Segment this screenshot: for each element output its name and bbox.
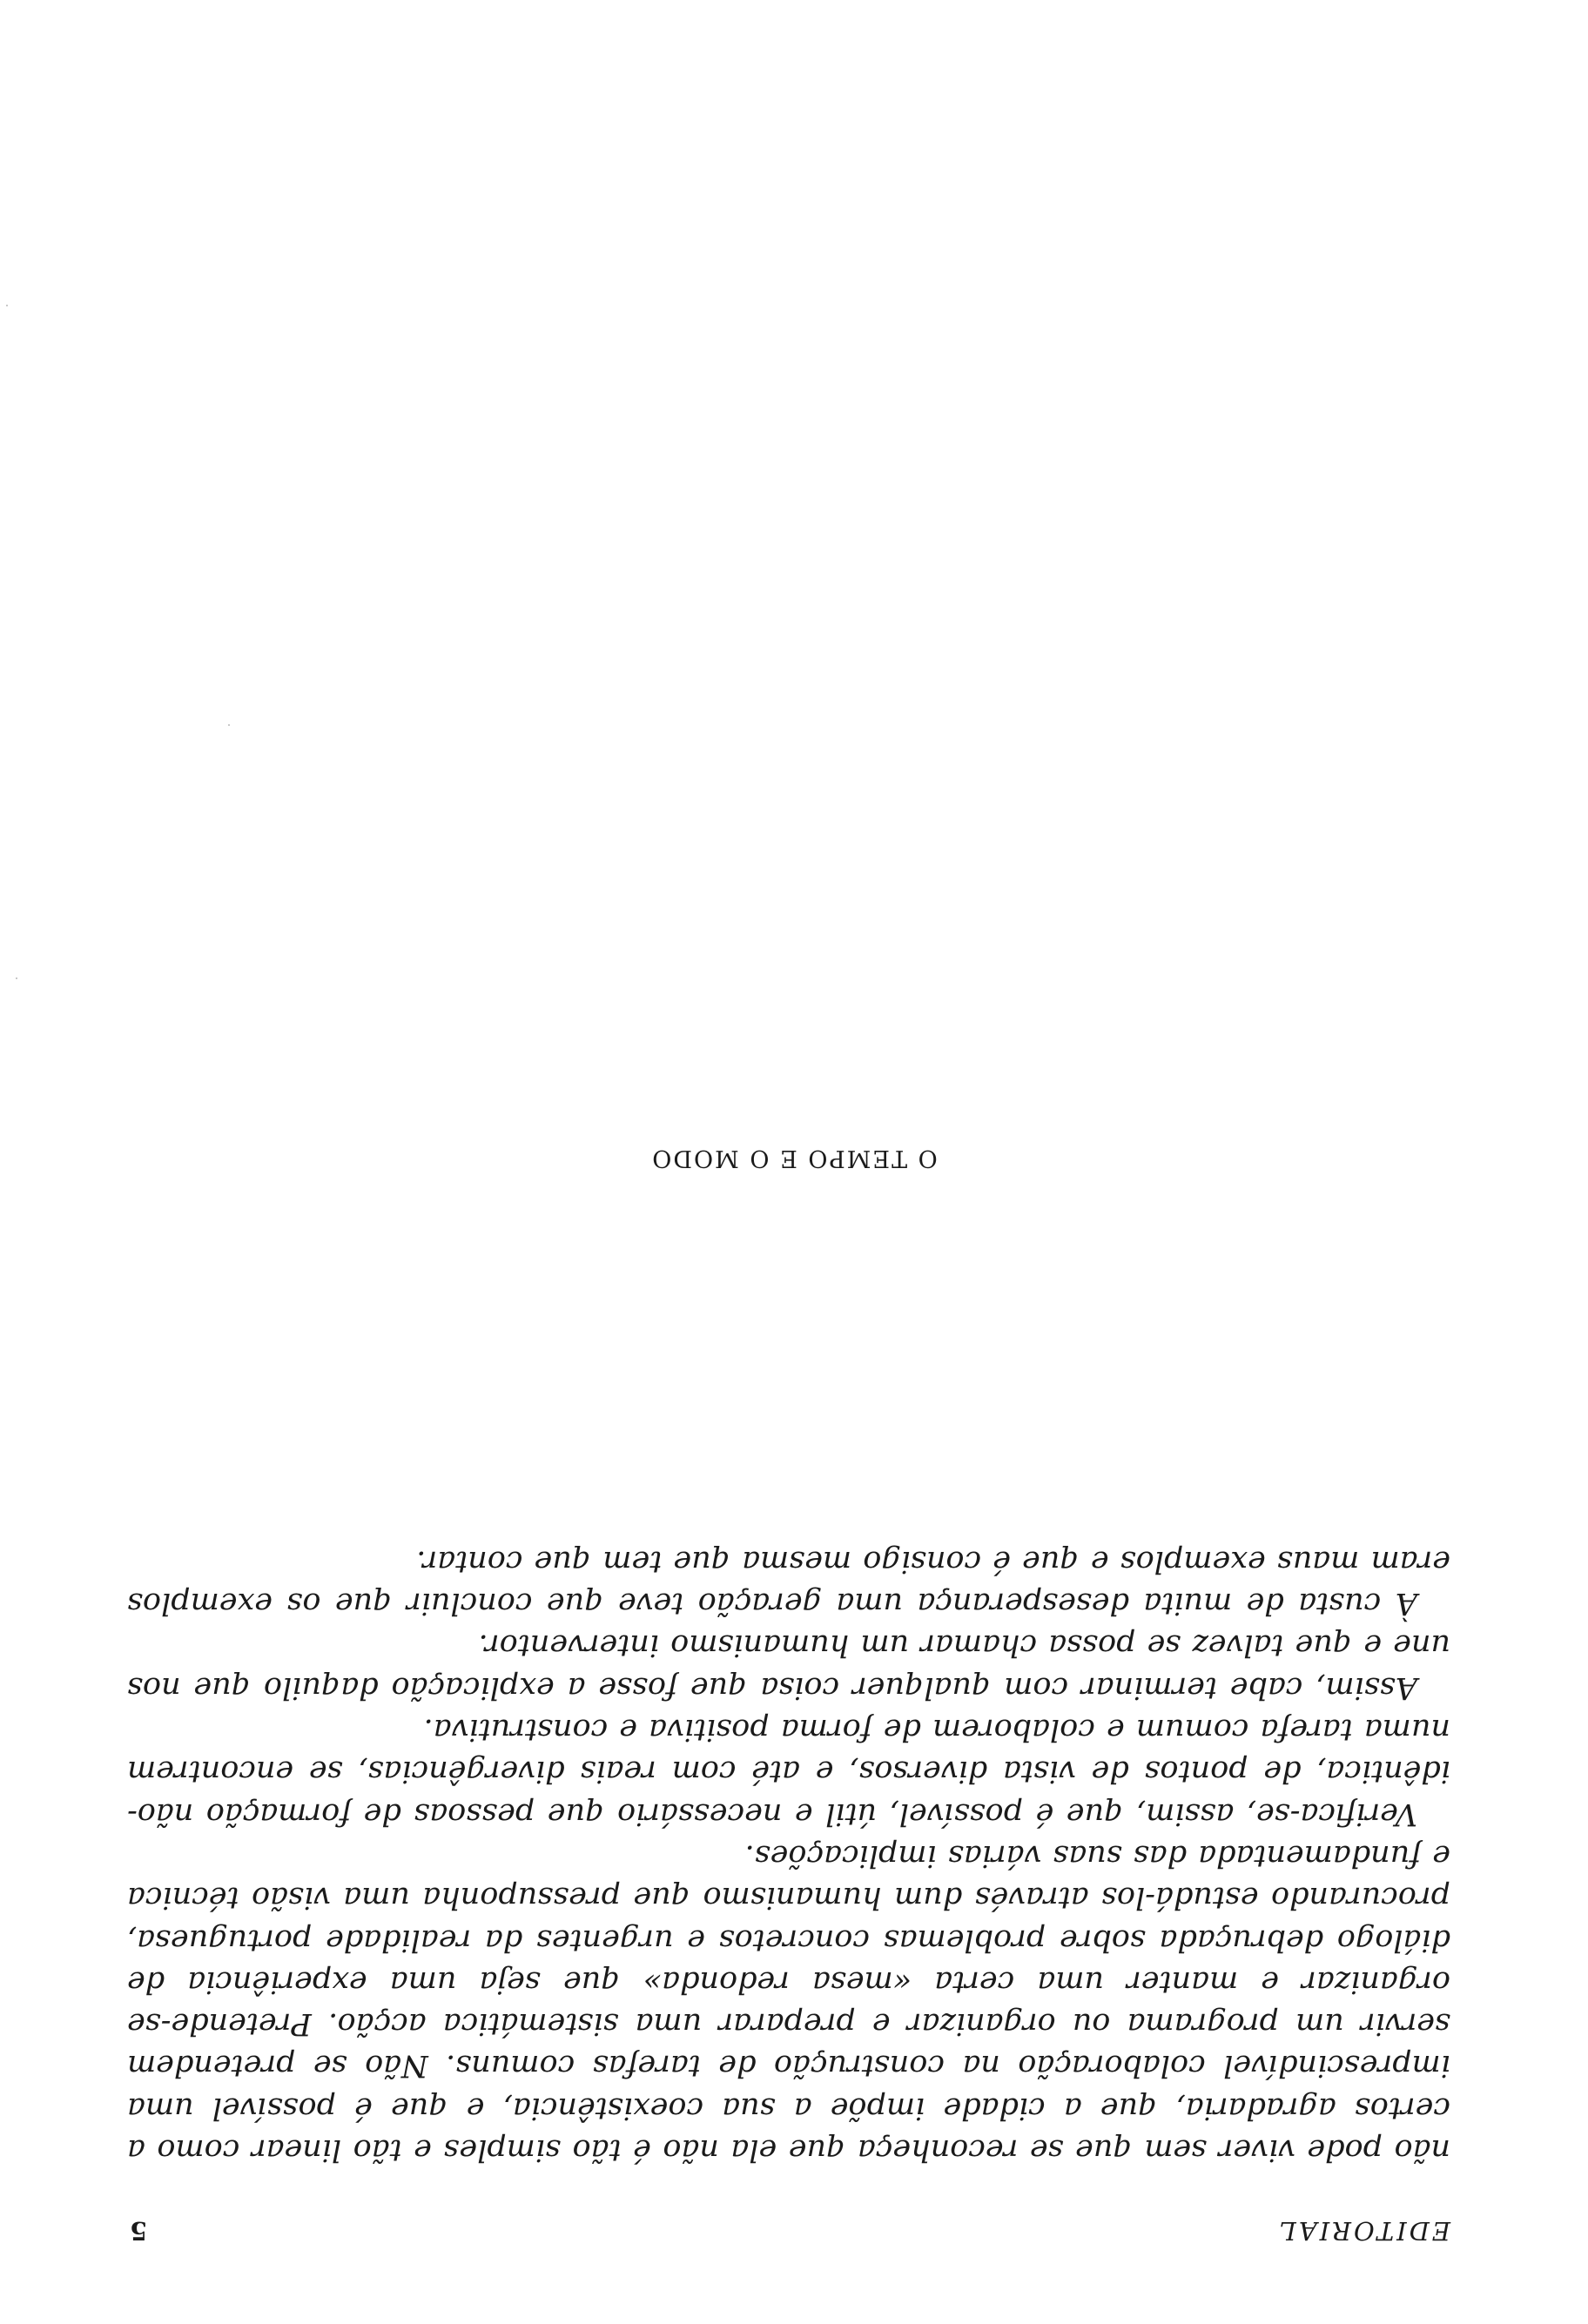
signature: O TEMPO E O MODO — [650, 1145, 938, 1172]
editorial-body — [127, 1541, 1450, 2171]
paragraph-4: À custa de muita desesperança uma geração teve que concluir que os exemplos eram maus exemplos e que é consigo mesma que tem que contar. — [127, 1543, 1450, 1622]
paragraph-2: Verifica-se, assim, que é possível, útil e necessário que pessoas de formação não-idêntica, de pontos de vista diversos, e até com reais divergências, se encontrem numa tarefa comum e colaborem de forma positiva e construtiva. — [127, 1712, 1450, 1831]
paper-speck — [16, 977, 17, 979]
paragraph-3: Assim, cabe terminar com qualquer coisa que fosse a explicação daquilo que nos une e que talvez se possa chamar um humanismo interventor. — [127, 1628, 1450, 1705]
running-head-title: EDITORIAL — [1276, 2216, 1450, 2246]
paper-speck — [6, 305, 8, 306]
paper-speck — [228, 724, 230, 726]
paragraph-1: não pode viver sem que se reconheça que ela não é tão simples e tão linear como a certos agradaria, que a cidade impõe a sua coexistência, e que é possível uma imprescindível colaboração na construção de tarefas comuns. Não se pretendem servir um programa ou organizar e preparar uma sistemática acção. Pretende-se organizar e manter uma certa «mesa redonda» que seja uma experiência de diálogo debruçada sobre problemas concretos e urgentes da realidade portuguesa, procurando estudá-los através dum humanismo que pressuponha uma visão técnica e fundamentada das suas várias implicações. — [127, 1837, 1450, 2167]
running-head — [127, 2211, 1450, 2246]
page-number: 5 — [127, 2216, 148, 2246]
